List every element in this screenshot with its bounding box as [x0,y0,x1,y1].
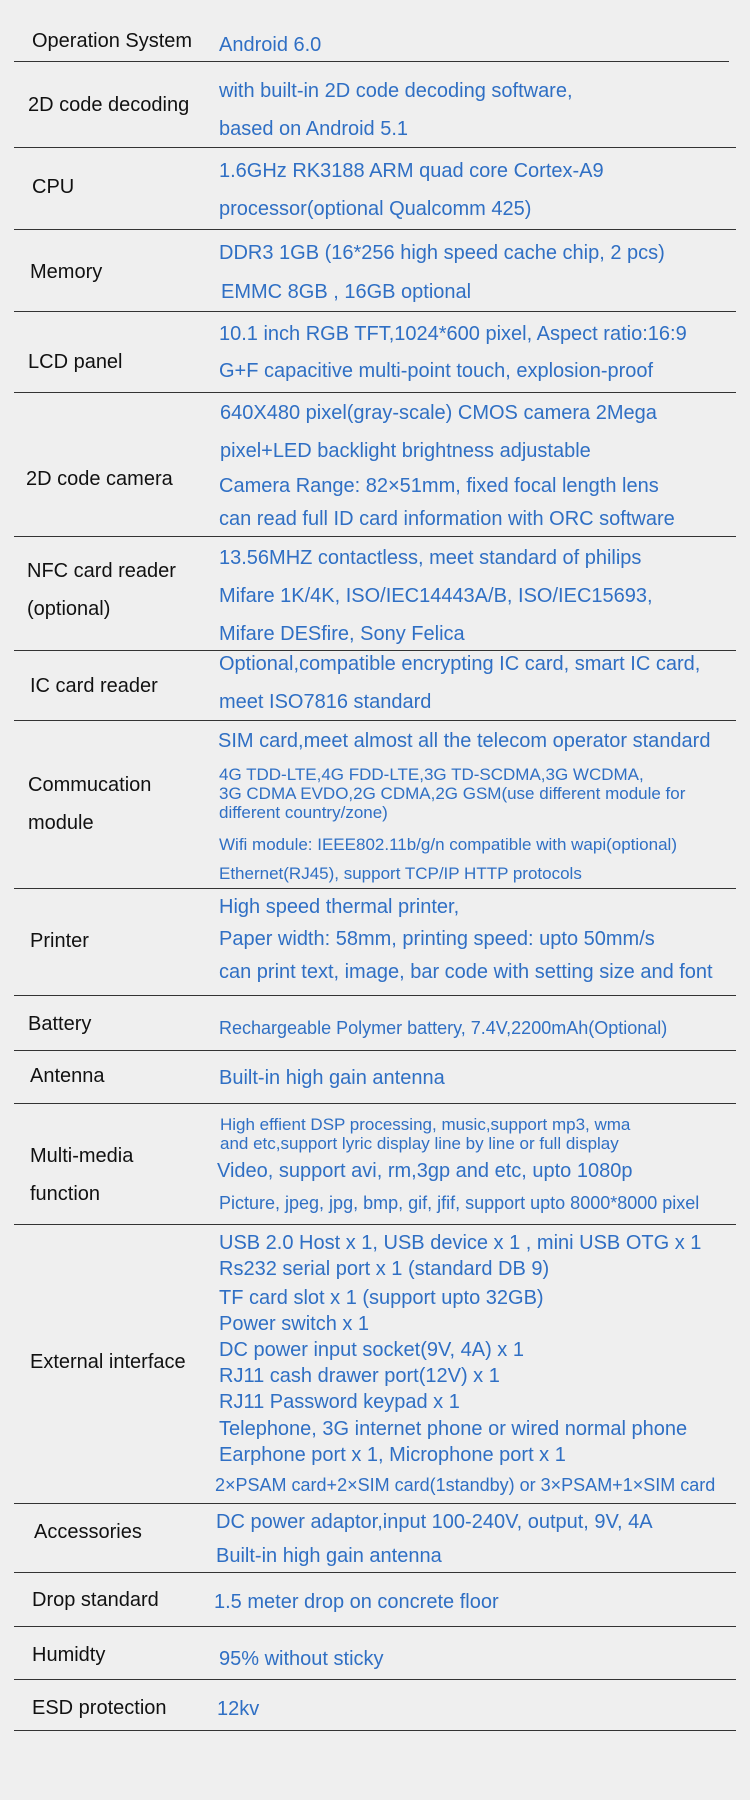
spec-value-memory-line-2: EMMC 8GB , 16GB optional [221,281,472,303]
spec-value-antenna: Built-in high gain antenna [219,1067,445,1089]
row-divider [14,995,736,996]
spec-label-cpu: CPU [32,176,75,198]
spec-value-camera-line-3: Camera Range: 82×51mm, fixed focal length lens [219,475,659,497]
spec-value-ext-line-9: Earphone port x 1, Microphone port x 1 [219,1444,566,1466]
spec-label-battery: Battery [28,1013,92,1035]
spec-value-drop-standard: 1.5 meter drop on concrete floor [214,1591,499,1613]
spec-value-nfc-line-3: Mifare DESfire, Sony Felica [219,623,465,645]
spec-value-multimedia-line-3: Video, support avi, rm,3gp and etc, upto 1080p [217,1160,633,1182]
row-divider [14,1679,736,1680]
spec-value-2d-decoding-line-1: with built-in 2D code decoding software, [219,80,573,102]
spec-value-comm-line-4: different country/zone) [219,803,388,822]
row-divider [14,1626,736,1627]
spec-value-ic-line-2: meet ISO7816 standard [219,691,432,713]
spec-label-ic-card-reader: IC card reader [30,675,158,697]
spec-value-humidity: 95% without sticky [219,1648,384,1670]
row-divider [14,311,736,312]
spec-value-battery: Rechargeable Polymer battery, 7.4V,2200mAh(Optional) [219,1018,668,1038]
spec-value-camera-line-4: can read full ID card information with ORC software [219,508,675,530]
spec-value-comm-line-1: SIM card,meet almost all the telecom operator standard [218,730,711,752]
spec-value-ext-line-8: Telephone, 3G internet phone or wired normal phone [219,1418,688,1440]
row-divider [14,147,736,148]
spec-label-nfc-optional: (optional) [27,598,111,620]
row-divider [14,1572,736,1573]
row-divider [14,1224,736,1225]
spec-value-memory-line-1: DDR3 1GB (16*256 high speed cache chip, 2 pcs) [219,242,665,264]
row-divider [14,1050,736,1051]
spec-value-comm-line-5: Wifi module: IEEE802.11b/g/n compatible with wapi(optional) [219,835,677,854]
spec-value-ext-line-5: DC power input socket(9V, 4A) x 1 [219,1339,524,1361]
spec-value-camera-line-1: 640X480 pixel(gray-scale) CMOS camera 2Mega [220,402,657,424]
row-divider [14,1503,736,1504]
spec-value-ext-line-1: USB 2.0 Host x 1, USB device x 1 , mini USB OTG x 1 [219,1232,702,1254]
spec-value-ext-line-4: Power switch x 1 [219,1313,370,1335]
spec-value-multimedia-line-1: High effient DSP processing, music,support mp3, wma [220,1115,631,1134]
spec-value-multimedia-line-2: and etc,support lyric display line by line or full display [220,1134,619,1153]
spec-value-ext-line-7: RJ11 Password keypad x 1 [219,1391,460,1413]
row-divider [14,720,736,721]
spec-value-printer-line-1: High speed thermal printer, [219,896,460,918]
spec-value-ext-line-10: 2×PSAM card+2×SIM card(1standby) or 3×PSAM+1×SIM card [215,1475,716,1495]
row-divider [14,1103,736,1104]
row-divider [14,229,736,230]
spec-value-lcd-line-1: 10.1 inch RGB TFT,1024*600 pixel, Aspect ratio:16:9 [219,323,687,345]
spec-value-ic-line-1: Optional,compatible encrypting IC card, smart IC card, [219,653,701,675]
spec-value-accessories-line-1: DC power adaptor,input 100-240V, output, 9V, 4A [216,1511,653,1533]
spec-value-ext-line-3: TF card slot x 1 (support upto 32GB) [219,1287,544,1309]
spec-label-multimedia: Multi-media [30,1145,134,1167]
spec-label-external-interface: External interface [30,1351,186,1373]
spec-value-nfc-line-2: Mifare 1K/4K, ISO/IEC14443A/B, ISO/IEC15693, [219,585,653,607]
spec-label-humidity: Humidty [32,1644,106,1666]
row-divider [14,650,736,651]
spec-label-2d-code-decoding: 2D code decoding [28,94,190,116]
spec-value-ext-line-2: Rs232 serial port x 1 (standard DB 9) [219,1258,550,1280]
spec-label-module: module [28,812,94,834]
spec-value-cpu-line-2: processor(optional Qualcomm 425) [219,198,532,220]
row-divider [14,392,736,393]
spec-value-lcd-line-2: G+F capacitive multi-point touch, explosion-proof [219,360,654,382]
spec-value-comm-line-6: Ethernet(RJ45), support TCP/IP HTTP protocols [219,864,582,883]
row-divider [14,536,736,537]
row-divider [14,61,729,62]
spec-label-drop-standard: Drop standard [32,1589,159,1611]
spec-label-memory: Memory [30,261,103,283]
spec-value-printer-line-3: can print text, image, bar code with setting size and font [219,961,713,983]
spec-label-function: function [30,1183,101,1205]
spec-value-operation-system: Android 6.0 [219,34,322,56]
spec-label-lcd-panel: LCD panel [28,351,123,373]
spec-value-2d-decoding-line-2: based on Android 5.1 [219,118,409,140]
spec-value-camera-line-2: pixel+LED backlight brightness adjustable [220,440,591,462]
spec-value-nfc-line-1: 13.56MHZ contactless, meet standard of philips [219,547,642,569]
spec-value-esd-protection: 12kv [217,1698,260,1720]
spec-value-accessories-line-2: Built-in high gain antenna [216,1545,442,1567]
spec-value-multimedia-line-4: Picture, jpeg, jpg, bmp, gif, jfif, support upto 8000*8000 pixel [219,1193,700,1213]
spec-label-2d-code-camera: 2D code camera [26,468,173,490]
spec-value-cpu-line-1: 1.6GHz RK3188 ARM quad core Cortex-A9 [219,160,604,182]
spec-value-printer-line-2: Paper width: 58mm, printing speed: upto 50mm/s [219,928,655,950]
spec-value-comm-line-3: 3G CDMA EVDO,2G CDMA,2G GSM(use different module for [219,784,686,803]
row-divider [14,888,736,889]
spec-value-ext-line-6: RJ11 cash drawer port(12V) x 1 [219,1365,500,1387]
spec-label-printer: Printer [30,930,89,952]
spec-label-nfc-card-reader: NFC card reader [27,560,176,582]
spec-label-communication: Commucation [28,774,152,796]
row-divider [14,1730,736,1731]
spec-label-antenna: Antenna [30,1065,105,1087]
spec-label-accessories: Accessories [34,1521,142,1543]
spec-value-comm-line-2: 4G TDD-LTE,4G FDD-LTE,3G TD-SCDMA,3G WCDMA, [219,765,644,784]
spec-label-esd-protection: ESD protection [32,1697,167,1719]
spec-label-operation-system: Operation System [32,30,193,52]
